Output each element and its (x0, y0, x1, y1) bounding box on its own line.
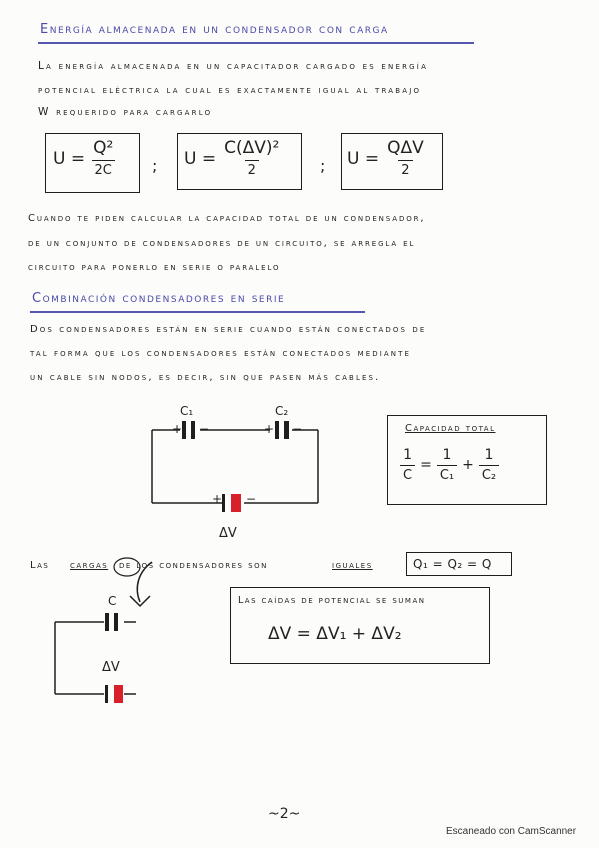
total-t2-den: C₂ (479, 465, 499, 482)
total-lhs-num: 1 (403, 447, 412, 463)
total-lhs-den: C (400, 465, 415, 482)
charges-mid: de los condensadores son (119, 560, 268, 571)
total-capacity-formula (400, 448, 499, 482)
capacitor-c1-plate-left (182, 421, 186, 439)
formula-separator-2: ; (320, 156, 326, 175)
battery-minus: − (246, 492, 257, 506)
total-capacity-title: Capacidad total (405, 423, 496, 434)
section1-para-line-2: potencial eléctrica la cual es exactamente igual al trabajo (38, 84, 422, 96)
battery-plate-thin (222, 494, 225, 512)
circuit2-capacitor-plate-left (105, 613, 109, 631)
charges-iguales: iguales (332, 560, 373, 571)
capacitor-c2-plate-right (284, 421, 289, 439)
page-number: ~2~ (268, 806, 301, 822)
section1-para-line-1: La energía almacenada en un capacitador cargado es energía (38, 60, 429, 72)
energy-formula-3-lhs: U = (347, 148, 380, 169)
capacitor-c2-plate-left (275, 421, 279, 439)
energy-formula-2-num: C(ΔV)² (224, 138, 280, 158)
energy-formula-3-num: QΔV (387, 138, 424, 158)
battery-plate-thick (231, 494, 241, 512)
charges-pre: Las (30, 560, 50, 571)
energy-formula-1-lhs: U = (53, 148, 86, 169)
formula-separator-1: ; (152, 156, 158, 175)
battery-plus: + (212, 492, 223, 506)
total-t2-num: 1 (484, 447, 494, 463)
capacitor-c1-label: C₁ (180, 404, 194, 418)
energy-formula-1-den: 2C (92, 160, 115, 177)
circuit2-battery-label: ΔV (102, 660, 120, 675)
circuit2-capacitor-label: C (108, 594, 117, 608)
total-plus: + (462, 457, 474, 473)
capacitor-c1-plate-right (191, 421, 195, 439)
section1-after-line-3: circuito para ponerlo en serie o paralelo (28, 262, 281, 273)
c2-plus: + (264, 422, 275, 436)
total-t1-num: 1 (442, 447, 452, 463)
potential-drop-title: Las caídas de potencial se suman (238, 595, 426, 606)
potential-drop-formula: ΔV = ΔV₁ + ΔV₂ (268, 624, 402, 644)
capacitor-c2-label: C₂ (275, 404, 289, 418)
section1-para-line-3: W requerido para cargarlo (38, 106, 213, 118)
section2-para-line-1: Dos condensadores están en serie cuando están conectados de (30, 324, 427, 335)
section2-title: Combinación condensadores en serie (32, 291, 286, 306)
total-t1-den: C₁ (437, 465, 457, 482)
c2-minus: − (292, 422, 303, 436)
energy-formula-1-num: Q² (93, 138, 114, 158)
energy-formula-3-den: 2 (398, 160, 412, 177)
c1-minus: − (199, 422, 210, 436)
section1-title: Energía almacenada en un condensador con carga (40, 22, 389, 37)
c1-plus: + (172, 422, 183, 436)
circuit2-battery-plate-thick (114, 685, 123, 703)
section2-para-line-3: un cable sin nodos, es decir, sin que pasen más cables. (30, 372, 381, 383)
circuit2-capacitor-plate-right (114, 613, 118, 631)
section1-after-line-2: de un conjunto de condensadores de un circuito, se arregla el (28, 238, 416, 249)
section2-para-line-2: tal forma que los condensadores están conectados mediante (30, 348, 412, 359)
charges-formula: Q₁ = Q₂ = Q (413, 557, 492, 571)
total-eq: = (420, 457, 432, 473)
energy-formula-2-lhs: U = (184, 148, 217, 169)
battery-voltage-label: ΔV (219, 526, 237, 541)
charges-cargas: cargas (70, 560, 109, 571)
scanner-watermark: Escaneado con CamScanner (446, 826, 577, 837)
circuit2-battery-plate-thin (105, 685, 108, 703)
energy-formula-2-den: 2 (245, 160, 259, 177)
section1-after-line-1: Cuando te piden calcular la capacidad total de un condensador, (28, 213, 426, 224)
